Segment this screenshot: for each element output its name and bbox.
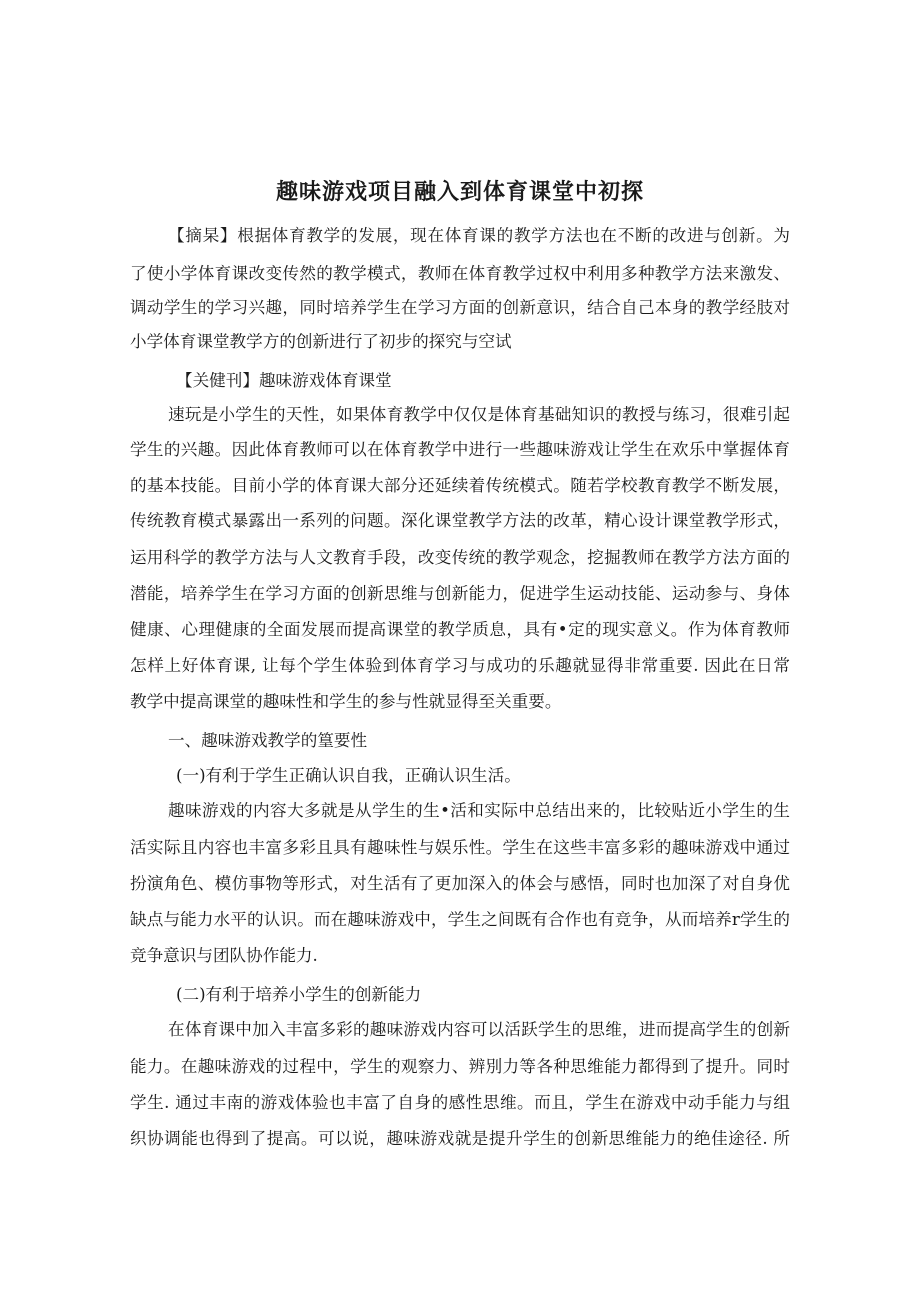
body-line: 怎样上好体育课, 让每个学生体验到体育学习与成功的乐趣就显得非常重要. 因此在日常 [130, 656, 790, 675]
body-line: 织协调能也得到了提高。可以说，趣味游戏就是提升学生的创新思维能力的绝佳途径. 所 [130, 1129, 790, 1148]
body-line: 趣味游戏的内容大多就是从学生的生•活和实际中总结出来的，比较贴近小学生的生 [168, 801, 790, 820]
body-line: 学生. 通过丰南的游戏体验也丰富了自身的感性思维。而且，学生在游戏中动手能力与组 [130, 1093, 790, 1112]
body-line: 传统教育模式暴露出一系列的问题。深化课堂教学方法的改革，精心设计课堂教学形式， [130, 511, 790, 530]
abstract-line: 小学体育课堂教学方的创新进行了初步的探究与空试 [130, 332, 512, 351]
body-line: 教学中提高课堂的趣味性和学生的参与性就显得至关重要。 [130, 692, 562, 711]
abstract-line: 【摘杲】根据体育教学的发展，现在体育课的教学方法也在不断的改进与创新。为 [168, 226, 790, 245]
body-line: 缺点与能力水平的认识。而在趣味游戏中，学生之间既有合作也有竞争，从而培养r学生的 [130, 910, 790, 929]
body-line: 潜能，培养学生在学习方面的创新思维与创新能力，促进学生运动技能、运动参与、身体 [130, 584, 790, 603]
abstract-line: 调动学生的学习兴趣，同时培养学生在学习方面的创新意识，结合自己本身的教学经肢对 [130, 298, 790, 317]
subsection-heading: (二)有利于培养小学生的创新能力 [176, 985, 422, 1004]
body-line: 能力。在趣味游戏的过程中，学生的观察力、辨別力等各种思维能力都得到了提升。同时 [130, 1057, 790, 1076]
body-line: 健康、心理健康的全面发展而提高课堂的教学质息，具有•定的现实意义。作为体育教师 [130, 620, 790, 639]
keywords-line: 【关健刊】趣味游戏体育课堂 [176, 371, 392, 390]
body-line: 的基本技能。目前小学的体育课大部分还延续着传统模式。随若学校教育教学不断发展， [130, 476, 790, 495]
section-heading: 一、趣味游戏教学的篁要性 [168, 731, 368, 750]
body-line: 竞争意识与团队协作能力. [130, 946, 318, 965]
body-line: 在体育课中加入丰富多彩的趣味游戏内容可以活跃学生的思维，进而提高学生的创新 [168, 1020, 790, 1039]
body-line: 扮演角色、模仿事物等形式，对生活有了更加深入的体会与感悟，同时也加深了对自身优 [130, 874, 790, 893]
body-line: 运用科学的教学方法与人文教育手段，改变传统的教学观念，挖掘教师在教学方法方面的 [130, 548, 790, 567]
body-line: 活实际且内容也丰富多彩且具有趣味性与娱乐性。学生在这些丰富多彩的趣味游戏中通过 [130, 838, 790, 857]
body-line: 学生的兴趣。因此体育教师可以在体育教学中进行一些趣味游戏让学生在欢乐中掌握体育 [130, 440, 790, 459]
page-title: 趣味游戏项目融入到体育课堂中初探 [275, 180, 644, 205]
body-line: 速玩是小学生的天性，如果体育教学中仅仅是体育基础知识的教授与练习，很难引起 [168, 405, 790, 424]
subsection-heading: (一)有利于学生正确认识自我，正确认识生活。 [176, 766, 521, 785]
abstract-line: 了使小学体育课改变传然的教学模式，教师在体育教学过权中利用多种教学方法来激发、 [130, 264, 790, 283]
